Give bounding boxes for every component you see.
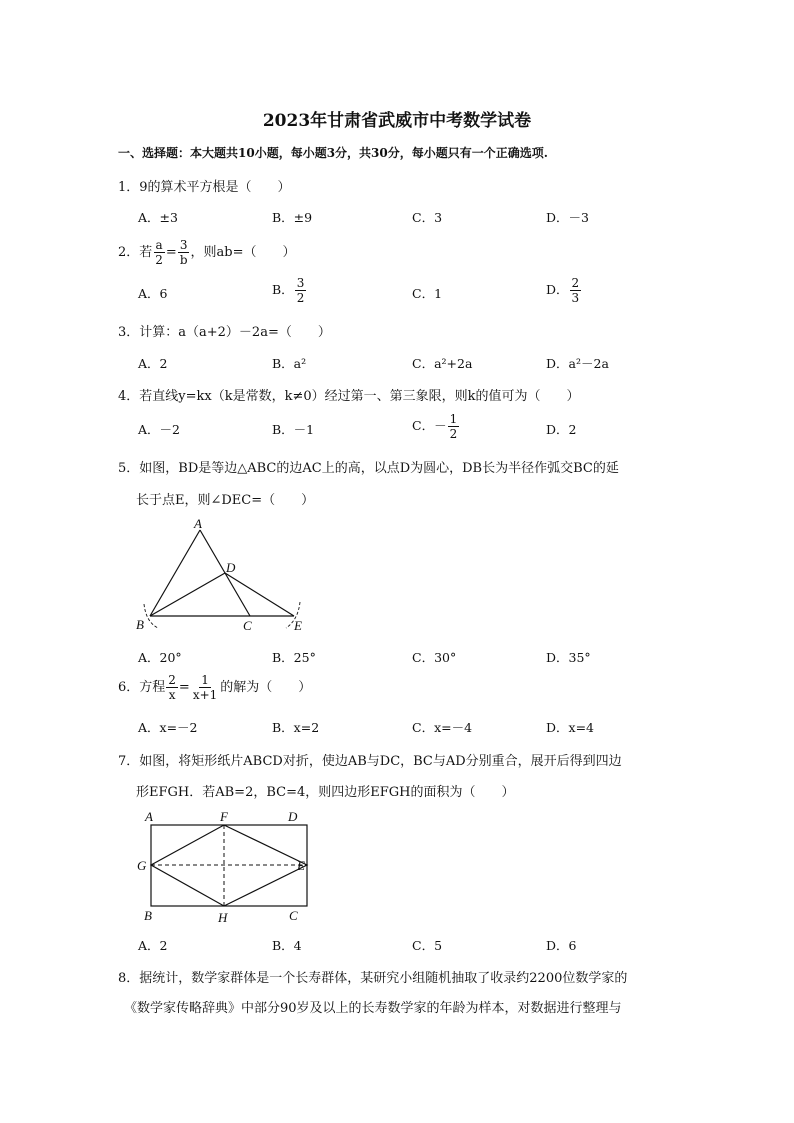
q1-option-d: D．－3 bbox=[546, 210, 589, 225]
question-1-stem: 1．9的算术平方根是（ ） bbox=[118, 180, 291, 195]
segment-bd bbox=[150, 573, 225, 616]
edge-ab bbox=[150, 530, 200, 616]
q2-option-d bbox=[546, 276, 582, 305]
q5-option-a: A．20° bbox=[138, 650, 182, 665]
q2-equals: = bbox=[165, 245, 177, 260]
q4-option-d: D．2 bbox=[546, 422, 577, 437]
q1-option-c: C．3 bbox=[412, 210, 443, 225]
triangle-figure bbox=[130, 512, 310, 637]
q6-fraction-1 bbox=[166, 673, 178, 702]
q6-option-c: C．x=－4 bbox=[412, 720, 473, 735]
q2-option-b bbox=[272, 276, 307, 305]
q1-option-b: B．±9 bbox=[272, 210, 313, 225]
q5-option-c: C．30° bbox=[412, 650, 457, 665]
q2-b-prefix: B． bbox=[272, 282, 294, 297]
q6-f1-den: x bbox=[168, 688, 176, 702]
q2-d-num: 2 bbox=[571, 276, 580, 290]
q2-b-num: 3 bbox=[296, 276, 305, 290]
segment-de bbox=[225, 573, 294, 616]
q6-equals: = bbox=[178, 680, 190, 695]
question-7-line-2: 形EFGH．若AB=2，BC=4，则四边形EFGH的面积为（ ） bbox=[136, 785, 515, 800]
q2-d-prefix: D． bbox=[546, 282, 569, 297]
q2-b-den: 2 bbox=[296, 291, 305, 305]
q2-b-fraction bbox=[295, 276, 307, 305]
question-5-line-2: 长于点E，则∠DEC=（ ） bbox=[136, 493, 315, 508]
label-f: F bbox=[220, 809, 228, 824]
q2-f2-num: 3 bbox=[179, 238, 188, 252]
q6-prefix: 6．方程 bbox=[118, 680, 166, 695]
q3-option-c: C．a²+2a bbox=[412, 356, 473, 371]
q6-fraction-2 bbox=[191, 673, 219, 702]
q7-option-a: A．2 bbox=[138, 938, 168, 953]
label-g: G bbox=[137, 858, 147, 873]
label-d: D bbox=[226, 560, 236, 575]
q6-option-a: A．x=－2 bbox=[138, 720, 198, 735]
label-a: A bbox=[194, 516, 202, 531]
q4-c-den: 2 bbox=[449, 427, 458, 441]
section-heading: 一、选择题：本大题共10小题，每小题3分，共30分，每小题只有一个正确选项. bbox=[118, 146, 548, 160]
label-b: B bbox=[136, 617, 144, 632]
q4-c-fraction bbox=[448, 412, 460, 441]
q5-option-d: D．35° bbox=[546, 650, 591, 665]
question-3-stem: 3．计算：a（a+2）－2a=（ ） bbox=[118, 325, 331, 340]
label-b: B bbox=[144, 908, 152, 923]
q6-suffix: 的解为（ ） bbox=[220, 680, 312, 695]
rectangle-figure bbox=[134, 808, 314, 924]
question-5-line-1: 5．如图，BD是等边△ABC的边AC上的高，以点D为圆心，DB长为半径作弧交BC的延 bbox=[118, 461, 619, 476]
label-c: C bbox=[243, 618, 252, 633]
q1-option-a: A．±3 bbox=[138, 210, 178, 225]
q4-c-prefix: C．－ bbox=[412, 418, 447, 433]
q7-option-d: D．6 bbox=[546, 938, 577, 953]
question-4-stem: 4．若直线y=kx（k是常数，k≠0）经过第一、第三象限，则k的值可为（ ） bbox=[118, 389, 580, 404]
question-8-line-1: 8．据统计，数学家群体是一个长寿群体，某研究小组随机抽取了收录约2200位数学家的 bbox=[118, 971, 628, 986]
q6-option-b: B．x=2 bbox=[272, 720, 320, 735]
q3-option-b: B．a² bbox=[272, 356, 307, 371]
label-c: C bbox=[289, 908, 298, 923]
q4-option-b: B．－1 bbox=[272, 422, 315, 437]
question-2-stem bbox=[118, 238, 295, 267]
q2-f1-num: a bbox=[155, 238, 163, 252]
label-d: D bbox=[288, 809, 298, 824]
q6-f1-num: 2 bbox=[168, 673, 176, 687]
question-7-line-1: 7．如图，将矩形纸片ABCD对折，使边AB与DC，BC与AD分别重合，展开后得到四边 bbox=[118, 754, 622, 769]
q6-f2-den: x+1 bbox=[192, 688, 218, 702]
label-e: E bbox=[294, 618, 302, 633]
q7-option-b: B．4 bbox=[272, 938, 302, 953]
page-title: 2023年甘肃省武威市中考数学试卷 bbox=[262, 111, 532, 131]
q4-option-c bbox=[412, 412, 460, 441]
q2-d-den: 3 bbox=[571, 291, 580, 305]
q7-option-c: C．5 bbox=[412, 938, 443, 953]
q5-option-b: B．25° bbox=[272, 650, 316, 665]
q3-option-d: D．a²－2a bbox=[546, 356, 609, 371]
q2-f2-den: b bbox=[179, 253, 188, 267]
label-h: H bbox=[218, 910, 228, 924]
q2-fraction-2 bbox=[178, 238, 190, 267]
q6-option-d: D．x=4 bbox=[546, 720, 594, 735]
q2-fraction-1 bbox=[153, 238, 165, 267]
question-6-stem bbox=[118, 673, 311, 702]
q2-prefix: 2．若 bbox=[118, 245, 153, 260]
q6-f2-num: 1 bbox=[201, 673, 209, 687]
question-8-line-2: 《数学家传略辞典》中部分90岁及以上的长寿数学家的年龄为样本，对数据进行整理与 bbox=[124, 1001, 622, 1016]
q2-suffix: ，则ab=（ ） bbox=[190, 245, 296, 260]
q3-option-a: A．2 bbox=[138, 356, 168, 371]
q4-c-num: 1 bbox=[449, 412, 458, 426]
q2-d-fraction bbox=[570, 276, 582, 305]
label-a: A bbox=[145, 809, 153, 824]
q2-f1-den: 2 bbox=[155, 253, 163, 267]
q4-option-a: A．－2 bbox=[138, 422, 180, 437]
label-e: E bbox=[297, 858, 305, 873]
q2-option-c: C．1 bbox=[412, 286, 443, 301]
q2-option-a: A．6 bbox=[138, 286, 168, 301]
